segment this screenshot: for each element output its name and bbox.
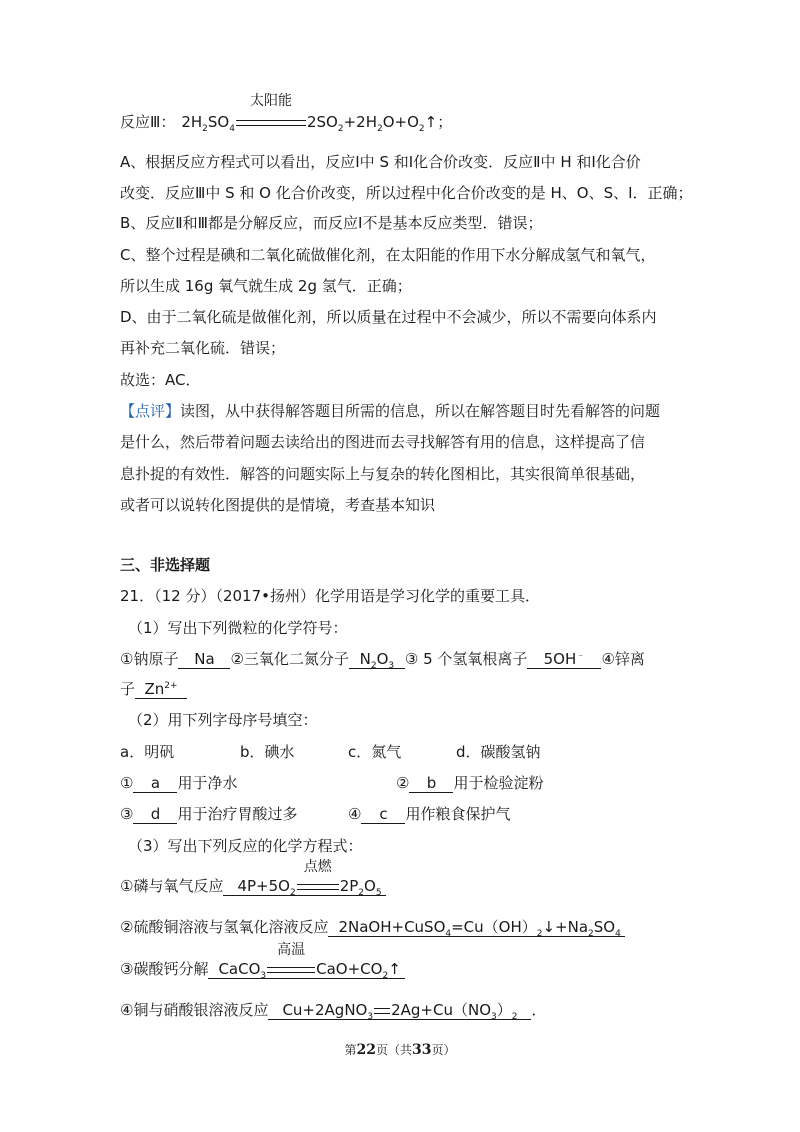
answer-text: c — [379, 805, 388, 823]
subscript: 3 — [388, 661, 395, 671]
subscript: 2 — [370, 661, 377, 671]
answer-text: 5OH — [543, 650, 577, 668]
analysis-b-line: B、反应Ⅱ和Ⅲ都是分解反应，而反应Ⅰ不是基本反应类型．错误； — [120, 214, 543, 232]
reactant-text: 2NaOH+CuSO — [338, 918, 446, 936]
subscript: 2 — [511, 1012, 518, 1022]
equals-bar — [236, 120, 306, 126]
answer-blank — [133, 805, 177, 824]
answer-sodium-atom — [178, 650, 230, 669]
subscript: 2 — [376, 124, 383, 134]
reaction-label: 反应Ⅲ： — [120, 113, 176, 131]
page-footer — [0, 1041, 800, 1058]
part-1-answers-line-1 — [120, 649, 645, 669]
equation-prompt: ③碳酸钙分解 — [120, 960, 209, 978]
reaction-condition — [236, 93, 306, 132]
answer-dinitrogen-trioxide — [349, 650, 405, 669]
option-c: c．氮气 — [348, 743, 402, 761]
subscript: 5 — [375, 888, 382, 898]
equation-answer — [328, 918, 624, 937]
comment-line-2: 是什么，然后带着问题去读给出的图进而去寻找解答有用的信息，这样提高了信 — [120, 433, 646, 451]
total-pages: 33 — [412, 1042, 432, 1058]
subscript: 2 — [337, 124, 344, 134]
product-text: 2Ag+Cu（NO — [391, 1001, 491, 1019]
product-text: ↓+Na — [542, 918, 589, 936]
item-number: ① — [120, 774, 134, 792]
reactant-text: CaCO — [218, 960, 261, 978]
subscript: 3 — [367, 1012, 374, 1022]
comment-line-1 — [120, 401, 660, 421]
condition-label: 点燃 — [303, 859, 332, 875]
answer-blank — [361, 805, 405, 824]
subscript: 2 — [202, 124, 208, 134]
section-title: 三、非选择题 — [120, 556, 211, 574]
fill-item-2 — [396, 773, 543, 793]
part-1-title: （1）写出下列微粒的化学符号： — [128, 619, 348, 637]
answer-text: Na — [194, 650, 215, 668]
footer-text: 第 — [344, 1043, 357, 1057]
subscript: 4 — [615, 929, 621, 939]
answer-text: b — [426, 774, 437, 792]
answer-hydroxide-ions — [527, 650, 601, 669]
fill-item-1 — [120, 773, 237, 793]
answer-blank — [133, 774, 177, 793]
comment-line-3: 息扑捉的有效性．解答的问题实际上与复杂的转化图相比，其实很简单很基础， — [120, 465, 646, 483]
equation-prompt: ②硫酸铜溶液与氢氧化溶液反应 — [120, 918, 329, 936]
reaction-condition — [267, 942, 315, 978]
analysis-c-line-1: C、整个过程是碘和二氧化硫做催化剂，在太阳能的作用下水分解成氢气和氧气， — [120, 246, 656, 264]
reactant-text: 2H — [181, 113, 203, 131]
reactant-text: 4P+5O — [237, 877, 290, 895]
item-text: 用作粮食保护气 — [405, 805, 511, 823]
part-1-answers-line-2 — [120, 679, 187, 699]
subscript: 4 — [445, 929, 452, 939]
answer-line: 故选：AC． — [120, 371, 201, 389]
analysis-a-line-2: 改变．反应Ⅲ中 S 和 O 化合价改变，所以过程中化合价改变的是 H、O、S、I．正确； — [120, 184, 693, 202]
equals-bar — [374, 1008, 390, 1014]
product-text: O+O — [382, 113, 419, 131]
equation-prompt: ①磷与氧气反应 — [120, 877, 224, 895]
product-text: 2SO — [306, 113, 338, 131]
analysis-a-line-1: A、根据反应方程式可以看出，反应Ⅰ中 S 和Ⅰ化合价改变．反应Ⅱ中 H 和Ⅰ化合价 — [120, 153, 641, 171]
reactant-text: SO — [207, 113, 230, 131]
analysis-d-line-2: 再补充二氧化硫．错误； — [120, 339, 286, 357]
product-text: SO — [593, 918, 616, 936]
footer-text: 页） — [431, 1043, 456, 1057]
item-text: 用于净水 — [177, 774, 238, 792]
condition-label: 高温 — [277, 942, 306, 958]
part-2-title: （2）用下列字母序号填空： — [128, 711, 318, 729]
equation-3 — [120, 942, 405, 981]
item-text: 用于治疗胃酸过多 — [177, 805, 298, 823]
prompt-hydroxide-ions: ③ 5 个氢氧根离子 — [404, 650, 528, 668]
period: ． — [531, 1001, 547, 1019]
reaction-3-equation — [120, 93, 453, 134]
part-3-title: （3）写出下列反应的化学方程式： — [128, 837, 363, 855]
equals-bar — [267, 967, 315, 973]
equation-prompt: ④铜与硝酸银溶液反应 — [120, 1001, 269, 1019]
superscript: ﹣ — [576, 651, 586, 661]
product-text: CaO+CO — [316, 960, 383, 978]
product-text: +2H — [343, 113, 377, 131]
answer-text: d — [150, 805, 161, 823]
superscript: 2+ — [164, 681, 178, 691]
question-21-header: 21．（12 分）（2017•扬州）化学用语是学习化学的重要工具． — [120, 587, 540, 605]
option-b: b．碘水 — [240, 743, 295, 761]
prompt-zinc-ion: ④锌离 — [601, 650, 645, 668]
comment-tag: 【点评】 — [120, 402, 181, 420]
option-d: d．碳酸氢钠 — [456, 743, 541, 761]
gas-arrow: ↑ — [388, 960, 401, 978]
product-text: =Cu（OH） — [451, 918, 537, 936]
option-a: a．明矾 — [120, 743, 175, 761]
equation-answer — [268, 1001, 531, 1020]
product-text: ） — [496, 1001, 512, 1019]
product-text: 2P — [339, 877, 359, 895]
equation-4 — [120, 1000, 547, 1020]
equation-1 — [120, 859, 386, 898]
answer-blank — [409, 774, 453, 793]
subscript: 2 — [536, 929, 543, 939]
subscript: 2 — [588, 929, 594, 939]
subscript: 2 — [289, 888, 296, 898]
subscript: 3 — [260, 971, 267, 981]
item-number: ③ — [120, 805, 134, 823]
page-number: 22 — [356, 1042, 376, 1058]
fill-item-4 — [348, 804, 510, 824]
footer-text: 页（共 — [375, 1043, 412, 1057]
prompt-zinc-ion-cont: 子 — [120, 680, 136, 698]
condition-label: 太阳能 — [249, 93, 292, 109]
subscript: 2 — [418, 124, 425, 134]
equals-bar — [297, 884, 339, 890]
product-text: O — [364, 877, 376, 895]
comment-text: 读图，从中获得解答题目所需的信息，所以在解答题目时先看解答的问题 — [180, 402, 661, 420]
prompt-sodium-atom: ①钠原子 — [120, 650, 179, 668]
answer-text: Zn — [144, 680, 165, 698]
gas-arrow: ↑； — [424, 113, 453, 131]
prompt-dinitrogen-trioxide: ②三氧化二氮分子 — [230, 650, 349, 668]
subscript: 3 — [491, 1012, 497, 1022]
equation-answer — [223, 859, 385, 898]
answer-zinc-ion — [135, 680, 187, 699]
comment-line-4: 或者可以说转化图提供的是情境，考查基本知识 — [120, 496, 436, 514]
reactant-text: Cu+2AgNO — [282, 1001, 368, 1019]
subscript: 2 — [382, 971, 389, 981]
item-text: 用于检验淀粉 — [453, 774, 544, 792]
fill-item-3 — [120, 804, 297, 824]
item-number: ② — [396, 774, 410, 792]
reaction-condition — [297, 859, 339, 895]
analysis-d-line-1: D、由于二氧化硫是做催化剂，所以质量在过程中不会减少，所以不需要向体系内 — [120, 308, 657, 326]
subscript: 4 — [229, 124, 235, 134]
equation-2 — [120, 917, 625, 937]
analysis-c-line-2: 所以生成 16g 氧气就生成 2g 氢气．正确； — [120, 277, 412, 295]
subscript: 2 — [358, 888, 365, 898]
equation-answer — [208, 942, 404, 981]
answer-text: N — [359, 650, 371, 668]
answer-text: O — [376, 650, 389, 668]
answer-text: a — [150, 774, 161, 792]
item-number: ④ — [348, 805, 362, 823]
